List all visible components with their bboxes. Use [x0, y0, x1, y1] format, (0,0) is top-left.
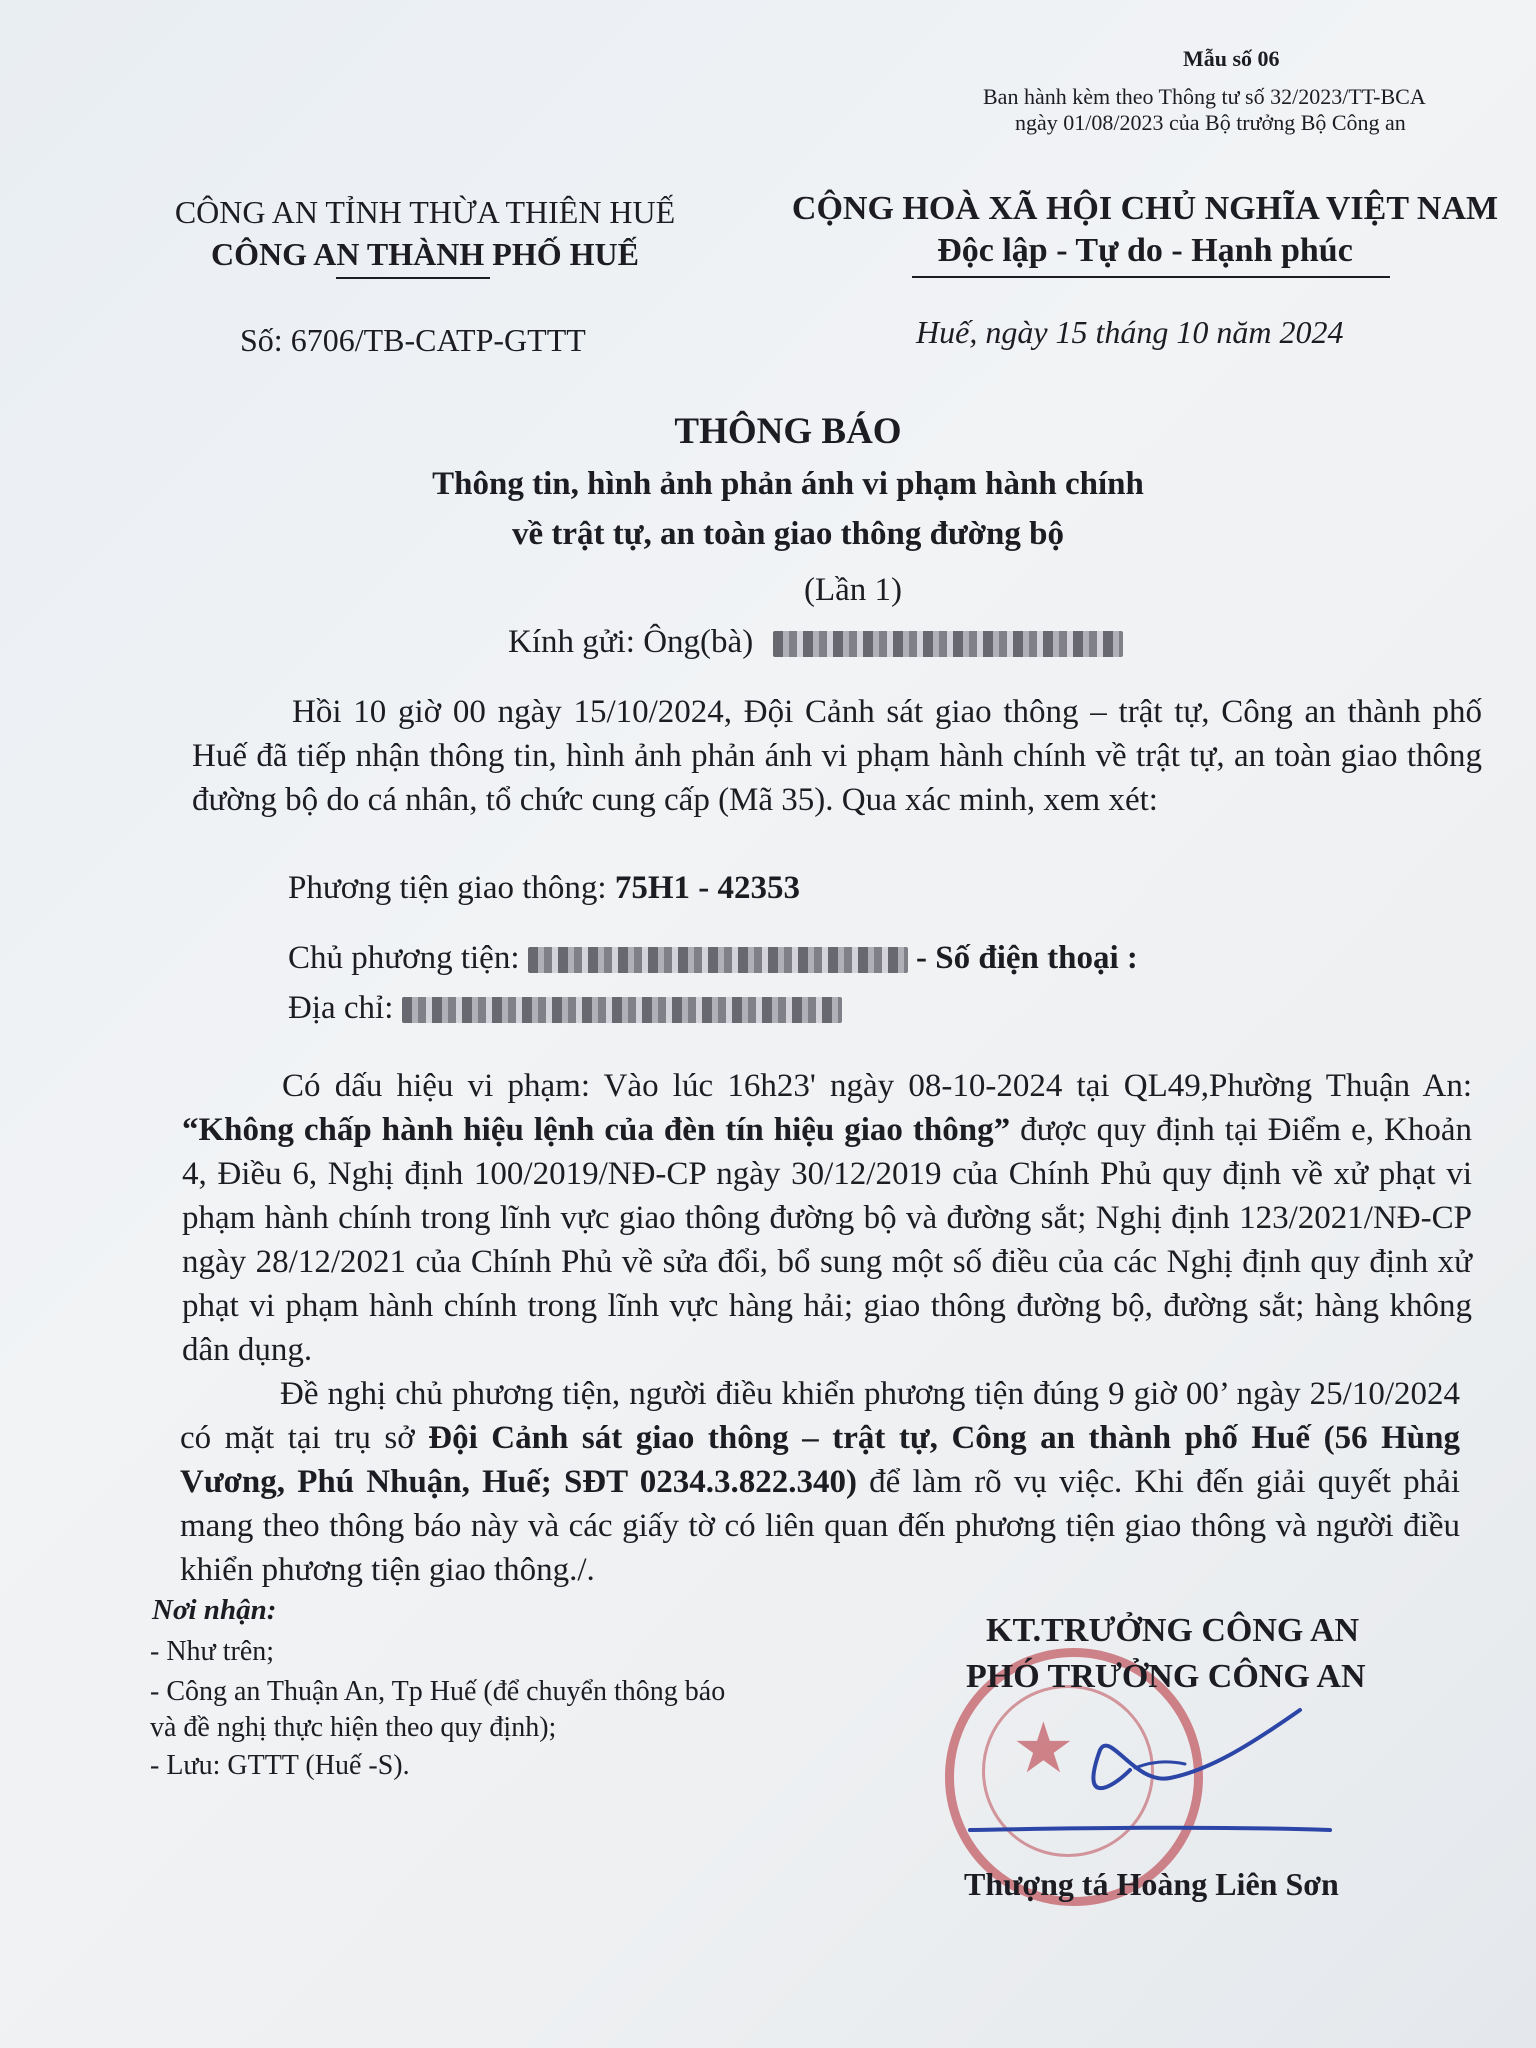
notice-round: (Lần 1): [803, 572, 903, 608]
addressee: [508, 624, 1123, 661]
notice-title: THÔNG BÁO: [674, 411, 902, 452]
agency-name: CÔNG AN TỈNH THỪA THIÊN HUẾ: [174, 194, 676, 230]
issue-date: Huế, ngày 15 tháng 10 năm 2024: [916, 314, 1344, 350]
unit-underline: [336, 277, 490, 279]
country-name: CỘNG HOÀ XÃ HỘI CHỦ NGHĨA VIỆT NAM: [791, 190, 1499, 227]
violation-prefix: Có dấu hiệu vi phạm: Vào lúc 16h23' ngày 08-10-2024 tại QL49,Phường Thuận An:: [282, 1068, 1472, 1104]
owner-line: [288, 940, 1138, 977]
violation-paragraph: [182, 1064, 1472, 1372]
handwritten-signature: [960, 1690, 1340, 1860]
signer-name: Thượng tá Hoàng Liên Sơn: [964, 1866, 1339, 1902]
violation-legal-basis: được quy định tại Điểm e, Khoản 4, Điều 6, Nghị định 100/2019/NĐ-CP ngày 30/12/2019 của Chính Phủ quy định về xử phạt vi phạm hành chính trong lĩnh vực giao thông đường bộ và đường sắt; Nghị định 123/2021/NĐ-CP ngày 28/12/2021 của Chính Phủ về sửa đổi, bổ sung một số điều của các Nghị định quy định xử phạt vi phạm hành chính trong lĩnh vực hàng hải; giao thông đường bộ, đường sắt; hàng không dân dụng.: [182, 1112, 1472, 1368]
intro-text: Hồi 10 giờ 00 ngày 15/10/2024, Đội Cảnh sát giao thông – trật tự, Công an thành phố Huế đã tiếp nhận thông tin, hình ảnh phản ánh vi phạm hành chính về trật tự, an toàn giao thông đường bộ do cá nhân, tổ chức cung cấp (Mã 35). Qua xác minh, xem xét:: [192, 694, 1482, 818]
form-number: Mẫu số 06: [1183, 46, 1280, 71]
form-reference-line2: ngày 01/08/2023 của Bộ trưởng Bộ Công an: [1015, 110, 1406, 135]
signature-title-line2: PHÓ TRƯỞNG CÔNG AN: [966, 1658, 1366, 1695]
recipient-item-2: - Công an Thuận An, Tp Huế (để chuyển thông báo: [150, 1676, 726, 1707]
redacted-addressee-name: [773, 631, 1123, 657]
address-line: [288, 990, 842, 1027]
motto-underline: [912, 276, 1390, 278]
document-number: Số: 6706/TB-CATP-GTTT: [240, 322, 586, 358]
unit-name: CÔNG AN THÀNH PHỐ HUẾ: [211, 236, 639, 272]
redacted-owner-name: [528, 947, 908, 973]
address-label: Địa chỉ:: [288, 990, 402, 1026]
request-prefix: Đề nghị chủ phương tiện, người điều khiển phương tiện đúng 9 giờ 00’ ngày 25/10/2024 có mặt tại trụ sở: [180, 1376, 1460, 1456]
national-motto: Độc lập - Tự do - Hạnh phúc: [937, 232, 1353, 269]
request-instructions: để làm rõ vụ việc. Khi đến giải quyết phải mang theo thông báo này và các giấy tờ có liên quan đến phương tiện giao thông và người điều khiển phương tiện giao thông./.: [180, 1464, 1460, 1588]
owner-label: Chủ phương tiện:: [288, 940, 528, 976]
license-plate: 75H1 - 42353: [614, 870, 800, 906]
request-location: Đội Cảnh sát giao thông – trật tự, Công an thành phố Huế (56 Hùng Vương, Phú Nhuận, Huế; SĐT 0234.3.822.340): [180, 1420, 1460, 1500]
recipient-item-1: - Như trên;: [150, 1636, 275, 1667]
violation-description: “Không chấp hành hiệu lệnh của đèn tín hiệu giao thông”: [182, 1112, 1011, 1148]
redacted-address: [402, 997, 842, 1023]
recipient-item-3: và đề nghị thực hiện theo quy định);: [150, 1712, 557, 1743]
signature-title-line1: KT.TRƯỞNG CÔNG AN: [986, 1612, 1360, 1649]
vehicle-line: [288, 870, 800, 907]
notice-subtitle-line2: về trật tự, an toàn giao thông đường bộ: [511, 516, 1064, 552]
recipient-item-4: - Lưu: GTTT (Huế -S).: [150, 1750, 410, 1781]
notice-subtitle-line1: Thông tin, hình ảnh phản ánh vi phạm hành chính: [432, 466, 1144, 502]
request-paragraph: [180, 1372, 1460, 1592]
intro-paragraph: [192, 690, 1482, 822]
form-reference-line1: Ban hành kèm theo Thông tư số 32/2023/TT-BCA: [983, 84, 1426, 109]
addressee-label: Kính gửi: Ông(bà): [508, 624, 754, 660]
phone-label: - Số điện thoại :: [916, 940, 1138, 976]
seal-star-icon: ★: [1012, 1711, 1075, 1788]
vehicle-label: Phương tiện giao thông:: [288, 870, 615, 906]
recipients-title: Nơi nhận:: [152, 1594, 277, 1626]
